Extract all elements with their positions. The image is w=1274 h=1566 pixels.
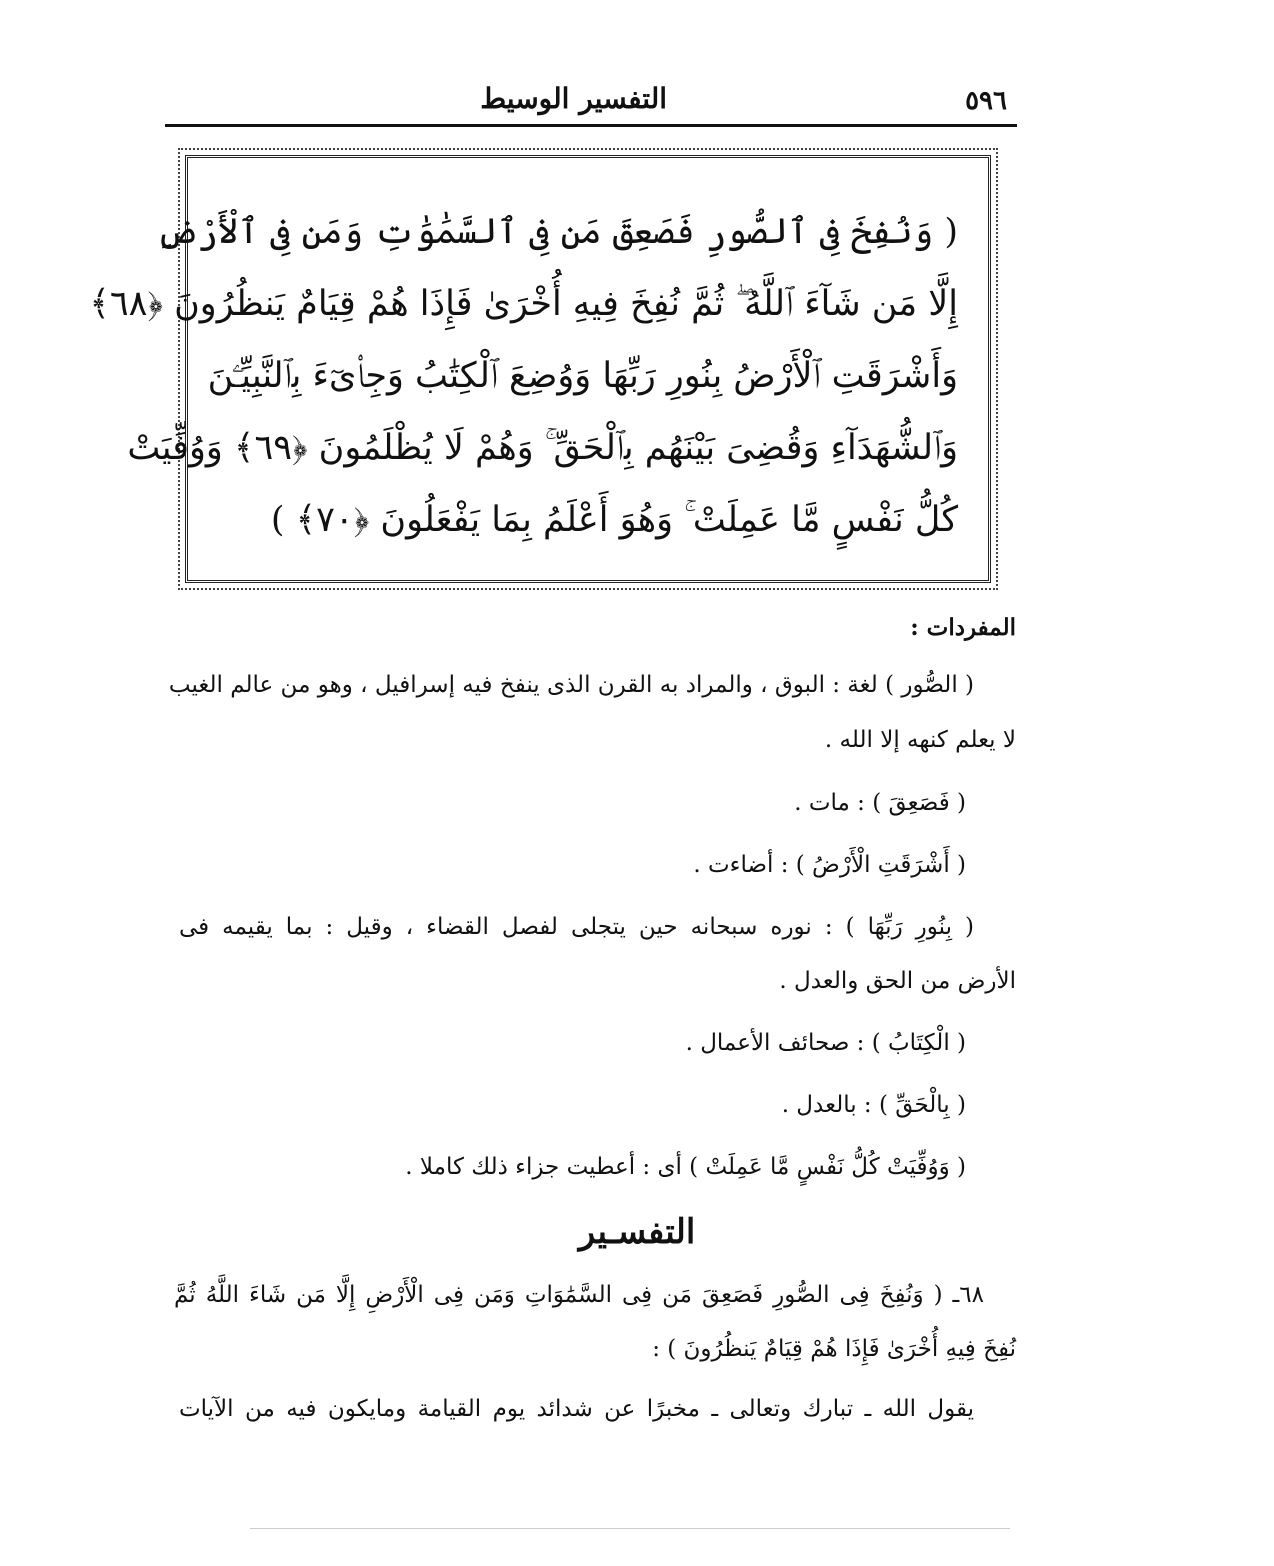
verse-line: ( وَنُفِخَ فِى ٱلصُّورِ فَصَعِقَ مَن فِى ٱلسَّمَٰوَٰتِ وَمَن فِى ٱلْأَرْضِ bbox=[156, 212, 958, 252]
tafsir-heading: التفسـير bbox=[578, 1212, 696, 1252]
vocab-entry-line: ( الْكِتَابُ ) : صحائف الأعمال . bbox=[685, 1030, 966, 1056]
vocab-entry-line: الأرض من الحق والعدل . bbox=[779, 968, 1016, 994]
running-title: التفسير الوسيط bbox=[480, 82, 667, 115]
page-header bbox=[165, 82, 1017, 126]
vocabulary-heading: المفردات : bbox=[910, 614, 1016, 641]
tafsir-verse-ref-line: نُفِخَ فِيهِ أُخْرَىٰ فَإِذَا هُمْ قِيَامٌ يَنظُرُونَ ) : bbox=[652, 1336, 1016, 1362]
verse-line: وَٱلشُّهَدَآءِ وَقُضِىَ بَيْنَهُم بِٱلْحَقِّ ۚ وَهُمْ لَا يُظْلَمُونَ ﴿٦٩﴾ وَوُفِّيَتْ bbox=[127, 428, 958, 468]
verse-line: إِلَّا مَن شَآءَ ٱللَّهُ ۖ ثُمَّ نُفِخَ فِيهِ أُخْرَىٰ فَإِذَا هُمْ قِيَامٌ يَنظُرُونَ ﴿٦٨﴾ bbox=[89, 284, 958, 324]
vocab-entry-line: ( فَصَعِقَ ) : مات . bbox=[794, 790, 966, 816]
vocab-entry-line: ( الصُّور ) لغة : البوق ، والمراد به القرن الذى ينفخ فيه إسرافيل ، وهو من عالم الغيب bbox=[168, 672, 974, 698]
vocab-entry-line: ( وَوُفِّيَتْ كُلُّ نَفْسٍ مَّا عَمِلَتْ ) أى : أعطيت جزاء ذلك كاملا . bbox=[405, 1154, 966, 1180]
verse-frame bbox=[89, 155, 991, 583]
tafsir-verse-ref-line: ٦٨ـ ( وَنُفِخَ فِى الصُّورِ فَصَعِقَ مَن فِى السَّمَٰوَاتِ وَمَن فِى الْأَرْضِ إِلَّا مَن شَاءَ اللَّهُ ثُمَّ bbox=[174, 1282, 984, 1308]
verse-line: وَأَشْرَقَتِ ٱلْأَرْضُ بِنُورِ رَبِّهَا وَوُضِعَ ٱلْكِتَٰبُ وَجِا۟ىٓءَ بِٱلنَّبِيِّـۧنَ bbox=[207, 356, 958, 396]
vocab-entry-line: لا يعلم كنهه إلا الله . bbox=[824, 727, 1016, 753]
verse-lines bbox=[89, 196, 958, 556]
vocab-entry-line: ( أَشْرَقَتِ الْأَرْضُ ) : أضاءت . bbox=[693, 852, 966, 878]
page-bottom-edge bbox=[250, 1528, 1010, 1529]
vocab-entry-line: ( بِنُورِ رَبِّهَا ) : نوره سبحانه حين يتجلى لفصل القضاء ، وقيل : بما يقيمه فى bbox=[179, 914, 974, 940]
vocab-entry-line: ( بِالْحَقِّ ) : بالعدل . bbox=[781, 1092, 966, 1118]
header-rule bbox=[165, 124, 1017, 127]
page-number: ٥٩٦ bbox=[965, 86, 1007, 116]
tafsir-paragraph-line: يقول الله ـ تبارك وتعالى ـ مخبرًا عن شدائد يوم القيامة ومايكون فيه من الآيات bbox=[179, 1396, 974, 1422]
verse-line: كُلُّ نَفْسٍ مَّا عَمِلَتْ ۚ وَهُوَ أَعْلَمُ بِمَا يَفْعَلُونَ ﴿٧٠﴾ ) bbox=[270, 500, 958, 540]
